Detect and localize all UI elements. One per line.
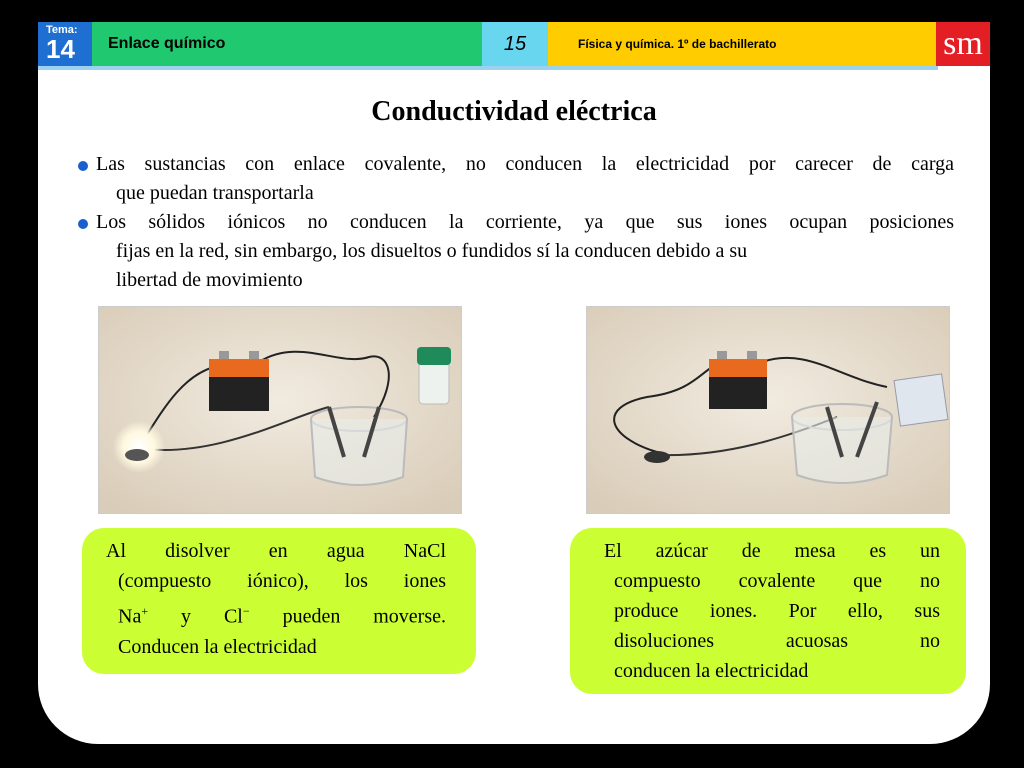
plus-charge: +: [141, 604, 149, 618]
page-number: 15: [482, 22, 548, 66]
cl-ion: Cl: [223, 605, 243, 628]
bullet-line: Los sólidos iónicos no conducen la corriente, ya que sus iones ocupan posiciones: [96, 211, 954, 233]
header-bar: [38, 22, 990, 66]
bullet-line: libertad de movimiento: [116, 269, 303, 291]
tema-label: Tema:: [46, 24, 78, 36]
slide: [38, 22, 990, 744]
caption-line: produce iones. Por ello, sus: [614, 600, 940, 622]
header-divider: [38, 66, 938, 70]
bullet-ionic: [78, 208, 954, 295]
caption-line: Conducen la electricidad: [118, 635, 317, 658]
unit-title: Enlace químico: [92, 22, 482, 66]
page-title: Conductividad eléctrica: [371, 96, 657, 127]
ions-rest: pueden moverse.: [282, 605, 446, 628]
caption-line: conducen la electricidad: [614, 660, 809, 682]
word-y: y: [181, 605, 192, 628]
course-label: Física y química. 1º de bachillerato: [548, 22, 936, 66]
sm-logo: sm: [936, 22, 990, 66]
caption-line: compuesto covalente que no: [614, 570, 940, 592]
photo-sugar-experiment: [586, 306, 950, 514]
caption-line: (compuesto iónico), los iones: [118, 570, 446, 592]
caption-line-ions: [106, 596, 446, 632]
na-ion: Na: [118, 605, 142, 628]
bullet-dot-icon: [78, 219, 88, 229]
bullet-covalent: [78, 150, 954, 208]
caption-line: disoluciones acuosas no: [614, 630, 940, 652]
caption-nacl: [82, 528, 476, 674]
minus-charge: −: [242, 604, 250, 618]
bullet-line: fijas en la red, sin embargo, los disueltos o fundidos sí la conducen debido a su: [116, 240, 748, 262]
caption-line: El azúcar de mesa es un: [604, 540, 940, 562]
caption-sugar: [570, 528, 966, 694]
bullet-line: que puedan transportarla: [116, 182, 314, 204]
bullet-line: Las sustancias con enlace covalente, no conducen la electricidad por carecer de carga: [96, 153, 954, 175]
caption-line: Al disolver en agua NaCl: [106, 540, 446, 562]
bullet-dot-icon: [78, 161, 88, 171]
photo-nacl-experiment: [98, 306, 462, 514]
tema-number: 14: [46, 34, 75, 64]
tema-badge: [38, 22, 92, 66]
